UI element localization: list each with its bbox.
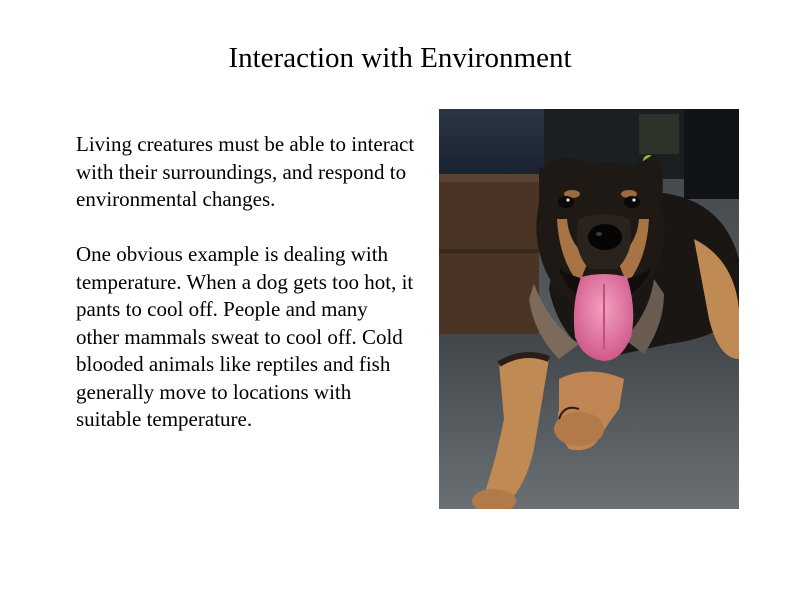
slide-body bbox=[76, 131, 416, 461]
slide-title: Interaction with Environment bbox=[228, 42, 572, 74]
dog-photo bbox=[439, 109, 739, 509]
dog-photo-illustration bbox=[439, 109, 739, 509]
paragraph-temperature: One obvious example is dealing with temperature. When a dog gets too hot, it pants to cool off. People and many other mammals sweat to cool off. Cold blooded animals like reptiles and fish generally move to locations with suitable temperature. bbox=[76, 242, 414, 431]
paragraph-surroundings: Living creatures must be able to interact with their surroundings, and respond to environmental changes. bbox=[76, 132, 415, 211]
